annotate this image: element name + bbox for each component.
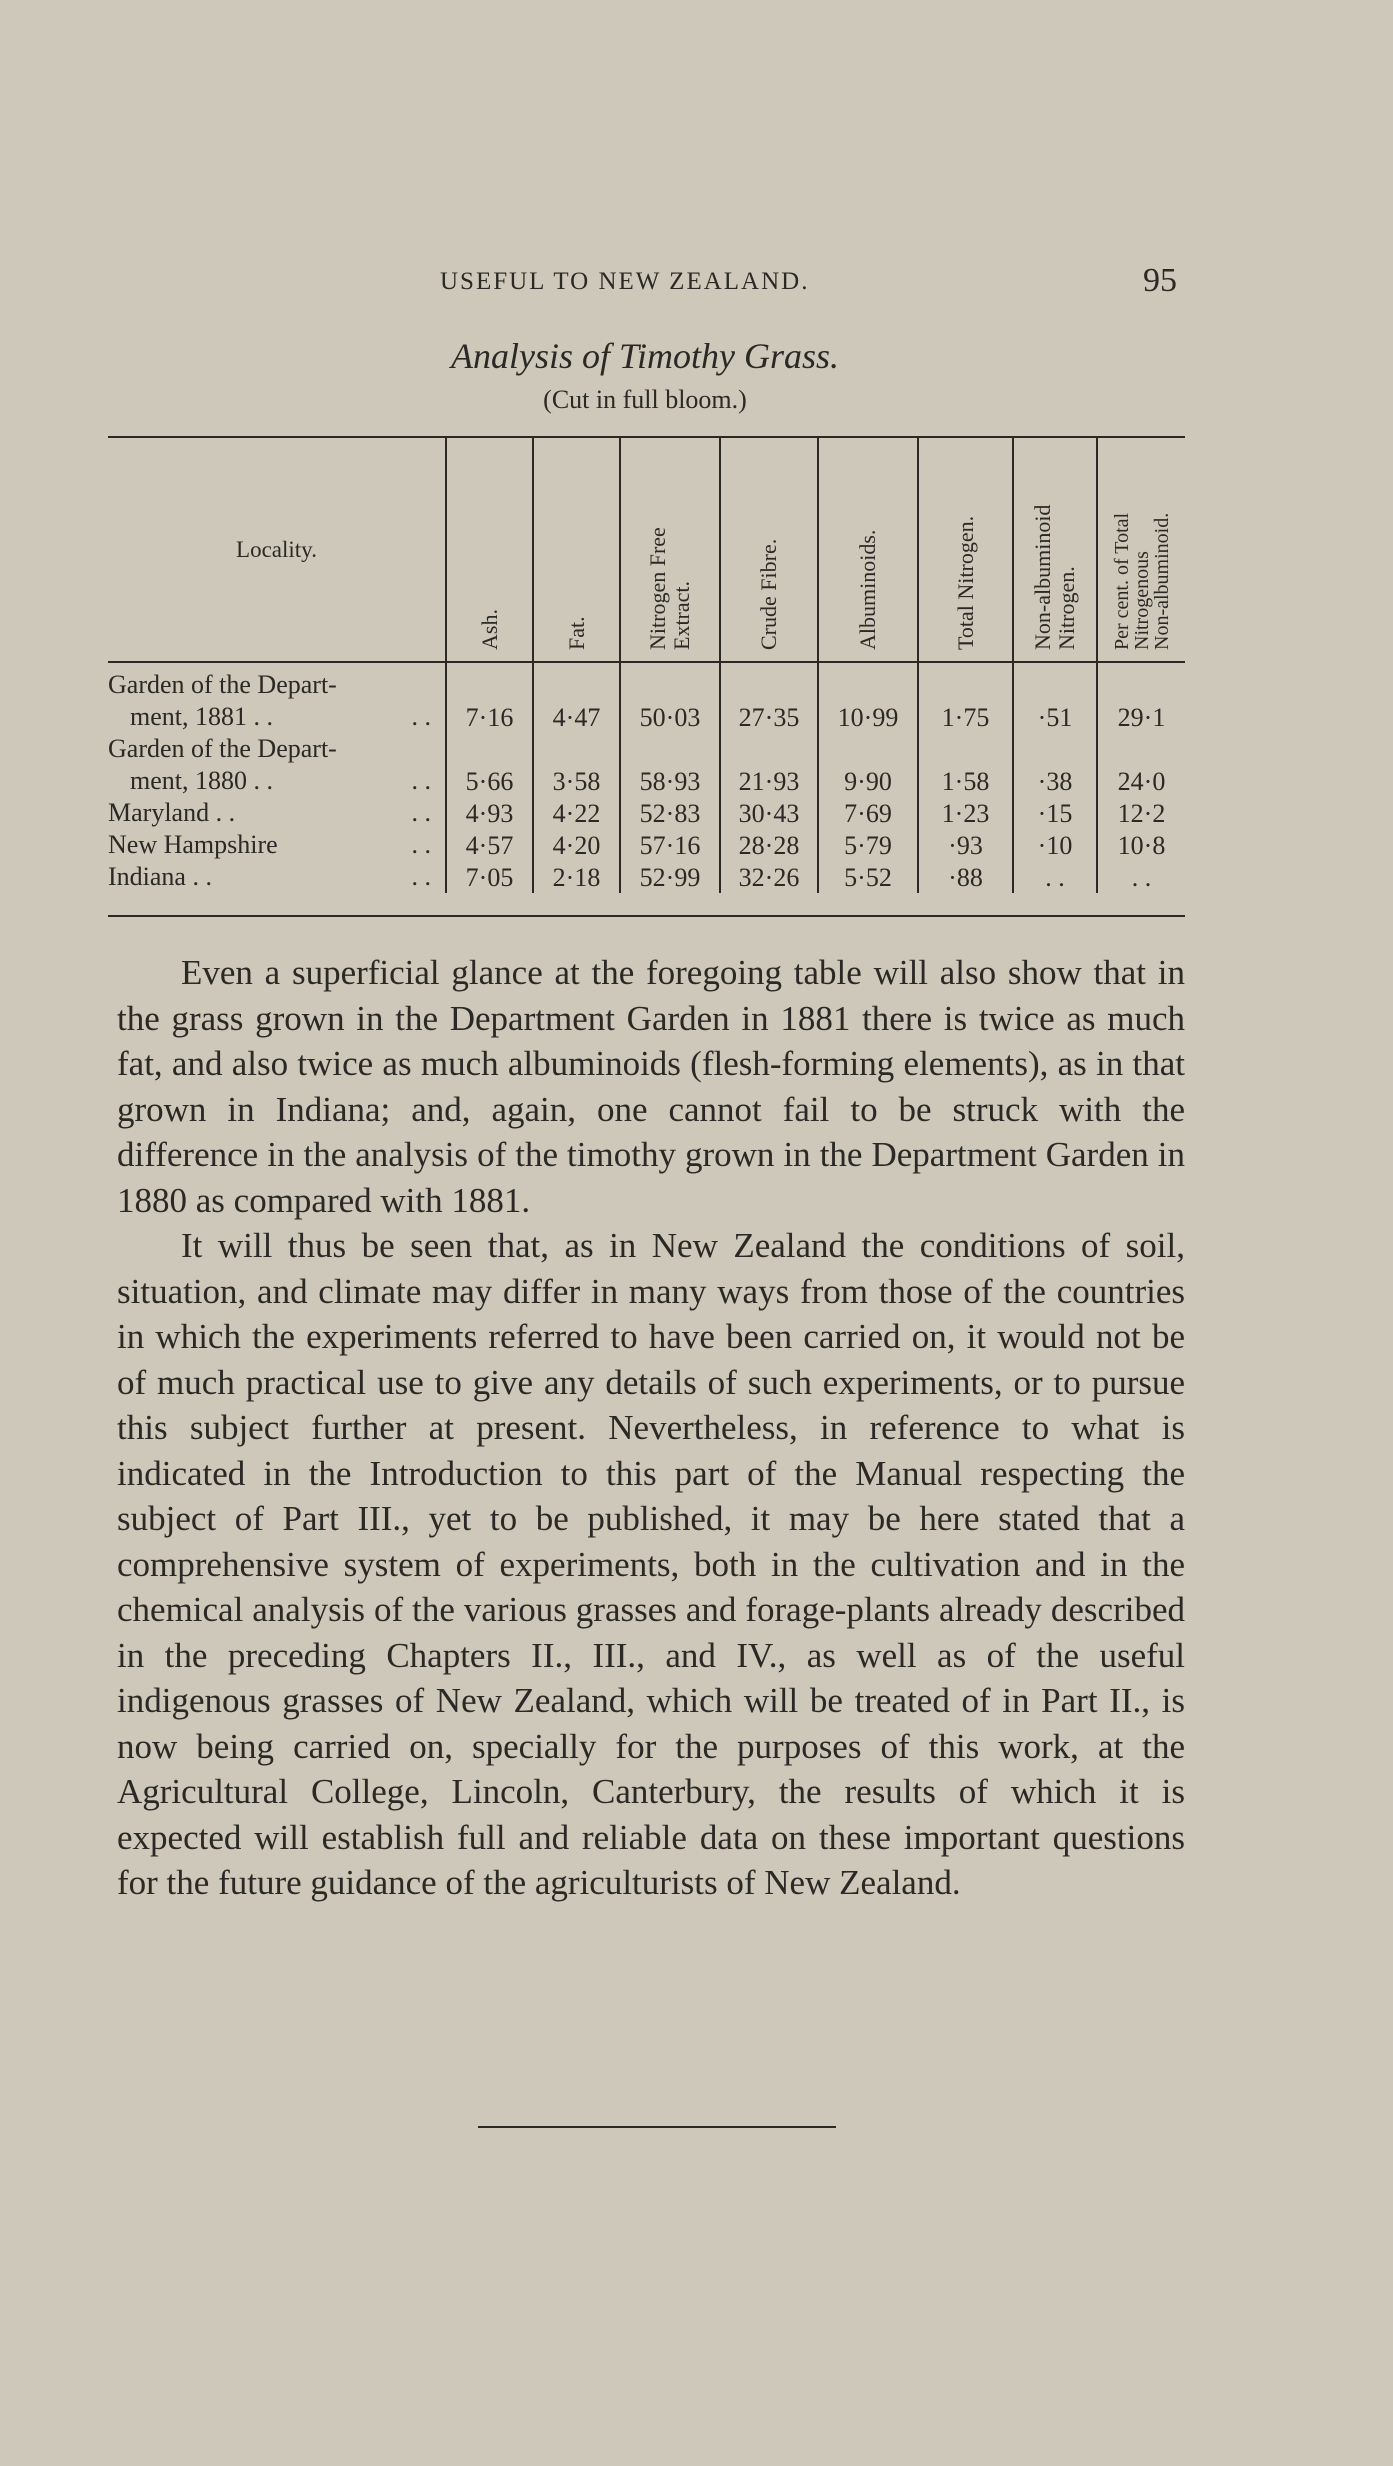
cell-fat: 4·22 bbox=[533, 797, 620, 829]
column-header-total-nitrogen: Total Nitrogen. bbox=[918, 438, 1013, 662]
table-bottom-rule bbox=[108, 915, 1185, 917]
cell-total-nitrogen: 1·23 bbox=[918, 797, 1013, 829]
cell-percent-non-albuminoid: . . bbox=[1097, 861, 1185, 893]
cell-non-albuminoid-nitrogen: ·10 bbox=[1013, 829, 1097, 861]
cell-albuminoids: 10·99 bbox=[818, 662, 918, 733]
table-row bbox=[108, 733, 1185, 797]
cell-nitrogen-free-extract: 57·16 bbox=[620, 829, 720, 861]
body-text bbox=[117, 950, 1185, 1906]
cell-crude-fibre: 32·26 bbox=[720, 861, 818, 893]
cell-total-nitrogen: ·93 bbox=[918, 829, 1013, 861]
row-locality: New Hampshire . . bbox=[108, 830, 431, 859]
cell-total-nitrogen: 1·75 bbox=[918, 662, 1013, 733]
column-header-locality: Locality. bbox=[108, 438, 446, 662]
cell-total-nitrogen: ·88 bbox=[918, 861, 1013, 893]
cell-ash: 7·16 bbox=[446, 662, 533, 733]
column-header-albuminoids: Albuminoids. bbox=[818, 438, 918, 662]
cell-percent-non-albuminoid: 24·0 bbox=[1097, 733, 1185, 797]
row-locality: Indiana . . . . bbox=[108, 862, 431, 891]
paragraph-2: It will thus be seen that, as in New Zealand the conditions of soil, situation, and climate may differ in many ways from those of the countries in which the experiments referred to have been carried on, it would not be of much practical use to give any details of such experiments, or to pursue this subject further at present. Nevertheless, in reference to what is indicated in the Introduction to this part of the Manual respecting the subject of Part III., yet to be published, it may be here stated that a comprehensive system of experiments, both in the cultivation and in the chemical analysis of the various grasses and forage-plants already described in the preceding Chapters II., III., and IV., as well as of the useful indigenous grasses of New Zealand, which will be treated of in Part II., is now being carried on, specially for the purposes of this work, at the Agricultural College, Lincoln, Canterbury, the results of which it is expected will establish full and reliable data on these important questions for the future guidance of the agriculturists of New Zealand. bbox=[117, 1226, 1185, 1902]
cell-fat: 4·20 bbox=[533, 829, 620, 861]
cell-non-albuminoid-nitrogen: ·51 bbox=[1013, 662, 1097, 733]
cell-albuminoids: 5·52 bbox=[818, 861, 918, 893]
table-header-row bbox=[108, 438, 1185, 662]
cell-crude-fibre: 30·43 bbox=[720, 797, 818, 829]
running-head: USEFUL TO NEW ZEALAND. bbox=[440, 268, 810, 295]
cell-nitrogen-free-extract: 50·03 bbox=[620, 662, 720, 733]
cell-albuminoids: 9·90 bbox=[818, 733, 918, 797]
paragraph-1: Even a superficial glance at the foregoing table will also show that in the grass grown in the Department Garden in 1881 there is twice as much fat, and also twice as much albuminoids (flesh-forming elements), as in that grown in Indiana; and, again, one cannot fail to be struck with the difference in the analysis of the timothy grown in the Department Garden in 1880 as compared with 1881. bbox=[117, 953, 1185, 1220]
cell-crude-fibre: 21·93 bbox=[720, 733, 818, 797]
cell-total-nitrogen: 1·58 bbox=[918, 733, 1013, 797]
table-row bbox=[108, 797, 1185, 829]
row-locality: Garden of the Depart- ment, 1881 . . . . bbox=[108, 670, 431, 731]
row-locality: Maryland . . . . bbox=[108, 798, 431, 827]
cell-crude-fibre: 28·28 bbox=[720, 829, 818, 861]
cell-percent-non-albuminoid: 12·2 bbox=[1097, 797, 1185, 829]
cell-percent-non-albuminoid: 29·1 bbox=[1097, 662, 1185, 733]
page-number: 95 bbox=[1143, 262, 1177, 299]
cell-fat: 3·58 bbox=[533, 733, 620, 797]
cell-ash: 4·93 bbox=[446, 797, 533, 829]
analysis-table-container bbox=[108, 436, 1185, 917]
cell-non-albuminoid-nitrogen: . . bbox=[1013, 861, 1097, 893]
cell-fat: 2·18 bbox=[533, 861, 620, 893]
column-header-nitrogen-free-extract: Nitrogen Free Extract. bbox=[620, 438, 720, 662]
cell-albuminoids: 5·79 bbox=[818, 829, 918, 861]
column-header-ash: Ash. bbox=[446, 438, 533, 662]
analysis-table bbox=[108, 438, 1185, 893]
table-row bbox=[108, 829, 1185, 861]
cell-non-albuminoid-nitrogen: ·38 bbox=[1013, 733, 1097, 797]
column-header-fat: Fat. bbox=[533, 438, 620, 662]
cell-nitrogen-free-extract: 52·83 bbox=[620, 797, 720, 829]
cell-nitrogen-free-extract: 52·99 bbox=[620, 861, 720, 893]
table-subtitle: (Cut in full bloom.) bbox=[543, 385, 747, 414]
table-title: Analysis of Timothy Grass. bbox=[450, 336, 840, 376]
table-row bbox=[108, 861, 1185, 893]
cell-albuminoids: 7·69 bbox=[818, 797, 918, 829]
cell-ash: 4·57 bbox=[446, 829, 533, 861]
column-header-non-albuminoid-nitrogen: Non-albuminoid Nitrogen. bbox=[1013, 438, 1097, 662]
cell-non-albuminoid-nitrogen: ·15 bbox=[1013, 797, 1097, 829]
table-row bbox=[108, 662, 1185, 733]
cell-ash: 5·66 bbox=[446, 733, 533, 797]
section-end-rule bbox=[478, 2126, 836, 2128]
cell-percent-non-albuminoid: 10·8 bbox=[1097, 829, 1185, 861]
column-header-percent-non-albuminoid: Per cent. of Total Nitrogenous Non-albuminoid. bbox=[1097, 438, 1185, 662]
column-header-crude-fibre: Crude Fibre. bbox=[720, 438, 818, 662]
row-locality: Garden of the Depart- ment, 1880 . . . . bbox=[108, 734, 431, 795]
cell-ash: 7·05 bbox=[446, 861, 533, 893]
cell-crude-fibre: 27·35 bbox=[720, 662, 818, 733]
cell-nitrogen-free-extract: 58·93 bbox=[620, 733, 720, 797]
cell-fat: 4·47 bbox=[533, 662, 620, 733]
